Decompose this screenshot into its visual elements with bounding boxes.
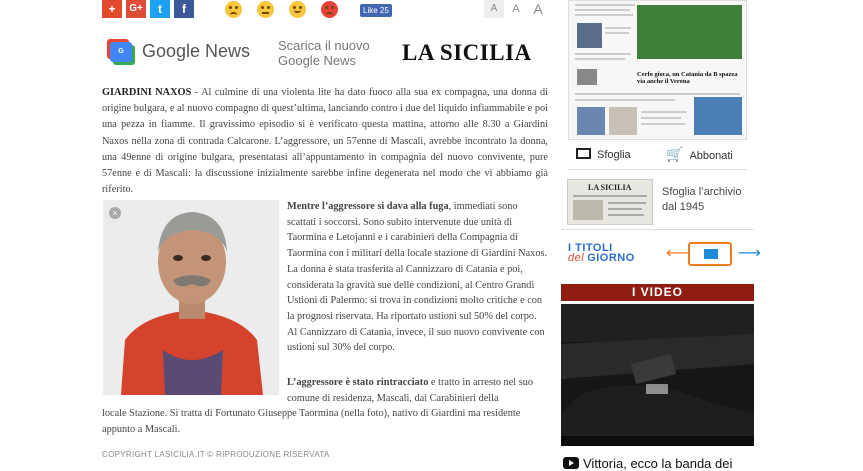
monitor-icon: [576, 148, 591, 159]
article-paragraph-2: Mentre l’aggressore si dava alla fuga, immediati sono scattati i soccorsi. Sono subito intervenute due unità di Taormina e Letojanni e i carabinieri della Compagnia di Taormina con i militari della locale stazione di Giardini Naxos. La donna è stata trasferita al Cannizzaro di Catania e poi, considerata la gravità sue delle condizioni, al Centro Grandi Ustioni di Palermo: si trova in condizioni molto critiche e con la prognosi riservata. Ha riportato ustioni sul 50% del corpo. Al Cannizzaro di Catania, invece, il suo nuovo convivente con ustioni sul 30% del corpo.: [287, 201, 548, 354]
article-column: [100, 0, 550, 471]
share-plus-button[interactable]: +: [102, 0, 122, 18]
google-news-cta[interactable]: Scarica il nuovo Google News: [278, 38, 370, 68]
sidebar: [561, 0, 761, 471]
font-size-small-button[interactable]: A: [484, 0, 504, 18]
like-count: 25: [379, 6, 389, 15]
share-gplus-button[interactable]: G+: [126, 0, 146, 18]
arrow-left-icon[interactable]: ⟵: [666, 243, 689, 262]
video-title[interactable]: Vittoria, ecco la banda dei: [563, 456, 754, 471]
reaction-angry-icon[interactable]: [321, 1, 338, 18]
share-bar: [100, 0, 550, 20]
article-lead-paragraph: GIARDINI NAXOS - Al culmine di una violenta lite ha dato fuoco alla sua ex compagna, una donna di origine bulgara, e al nuovo compagno di quest’ultima, lanciando contro i due del liquido infiammabile e poi una pezza in fiamme. Il gravissimo episodio si è verificato questa mattina, attorno alle 8.30 a Giardini Naxos nella zona di contrada Calcarone. L’aggressore, un 57enne di Mascali, avrebbe incontrato la donna, una 49enne di origine bulgara, presentatasi all’appuntamento in compagnia del nuovo convivente, pure 57enne e di Mascali: la discussione inizialmente sarebbe infine degenerata nel modo che vi abbiamo già riferito.: [102, 87, 548, 196]
archive-promo[interactable]: [561, 175, 754, 230]
newspaper-sport-photo: [637, 5, 742, 59]
paragraph-2-highlight: Mentre l’aggressore si dava alla fuga: [287, 201, 449, 212]
subscription-row: [568, 146, 747, 170]
titoli-del-giorno-logo[interactable]: I TITOLI del GIORNO: [568, 242, 635, 264]
newspaper-thumb-photo: [577, 23, 602, 48]
google-news-banner[interactable]: [100, 32, 550, 72]
reaction-neutral-icon[interactable]: [257, 1, 274, 18]
article-paragraph-3-continued: locale Stazione. Si tratta di Fortunato Giuseppe Taormina (nella foto), nativo di Giardini ma residente appunto a Mascali.: [102, 408, 521, 435]
youtube-icon: [563, 457, 579, 469]
cart-icon: 🛒: [666, 147, 684, 163]
titoli-thumbnail-button[interactable]: [688, 242, 732, 266]
copyright-notice: COPYRIGHT LASICILIA.IT © RIPRODUZIONE RISERVATA: [102, 450, 330, 459]
video-player[interactable]: [561, 304, 754, 446]
newspaper-front-page[interactable]: [568, 0, 747, 140]
google-news-icon: G: [110, 42, 132, 62]
paragraph-3-highlight: L’aggressore è stato rintracciato: [287, 377, 429, 388]
photo-close-icon[interactable]: ×: [109, 207, 121, 219]
abbonati-button[interactable]: 🛒 Abbonati: [666, 147, 733, 163]
titoli-del-giorno: [568, 240, 761, 270]
newspaper-icon: [704, 249, 718, 259]
article-dateline: GIARDINI NAXOS: [102, 87, 192, 98]
video-section-header: I VIDEO: [561, 284, 754, 301]
video-frame: [561, 304, 754, 446]
font-size-large-button[interactable]: A: [533, 1, 543, 17]
reaction-happy-icon[interactable]: [289, 1, 306, 18]
suspect-portrait: [103, 200, 279, 395]
sfoglia-button[interactable]: Sfoglia: [576, 146, 631, 164]
share-twitter-button[interactable]: t: [150, 0, 170, 18]
article-paragraph-3: L’aggressore è stato rintracciato e tratto in arresto nel suo comune di residenza, Mascali, dai Carabinieri della: [287, 377, 534, 404]
font-size-medium-button[interactable]: A: [512, 3, 520, 15]
la-sicilia-logo: LA SICILIA: [402, 40, 532, 65]
article-photo[interactable]: [103, 200, 279, 395]
reaction-sad-icon[interactable]: [225, 1, 242, 18]
newspaper-headline-2: Cerfo gioca, un Catania da B spazza via anche il Verona: [637, 71, 738, 85]
archive-front-page-image: LA SICILIA: [567, 179, 653, 225]
arrow-right-icon[interactable]: ⟶: [738, 243, 761, 262]
like-label: Like: [363, 6, 378, 15]
share-facebook-button[interactable]: f: [174, 0, 194, 18]
google-news-label: Google News: [142, 41, 251, 61]
archive-label[interactable]: Sfoglia l’archivio dal 1945: [662, 186, 742, 213]
facebook-like-button[interactable]: [360, 4, 392, 17]
